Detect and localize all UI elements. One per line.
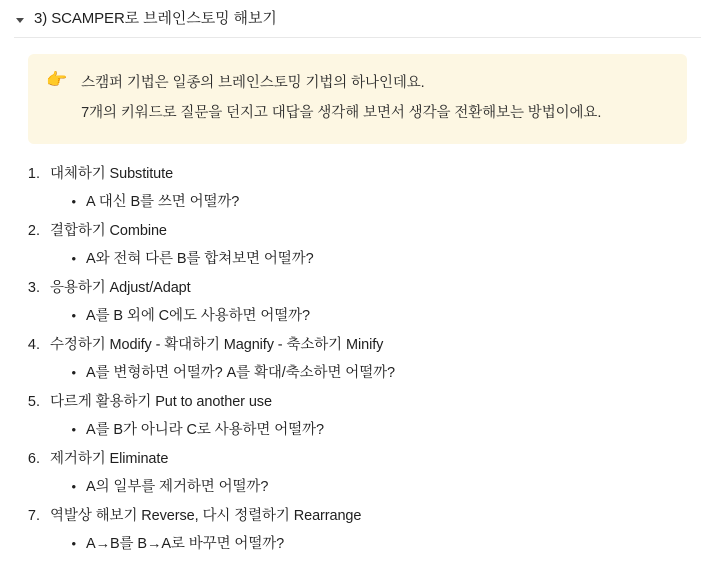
list-item-label: 결합하기 Combine — [50, 223, 167, 239]
sub-list — [14, 244, 701, 272]
sub-list-item-label: A를 B가 아니라 C로 사용하면 어떨까? — [86, 422, 324, 438]
list-item — [14, 329, 701, 386]
bullet-icon: • — [71, 479, 76, 494]
header-divider — [14, 37, 701, 38]
sub-list-item-label: A를 B 외에 C에도 사용하면 어떨까? — [86, 308, 311, 324]
scamper-list — [14, 158, 701, 557]
list-item-label: 응용하기 Adjust/Adapt — [50, 280, 191, 296]
list-item-row — [14, 443, 701, 472]
sub-list-item — [14, 244, 701, 272]
list-item-number: 5. — [27, 394, 40, 410]
sub-list-item — [14, 529, 701, 557]
sub-list — [14, 301, 701, 329]
bullet-icon: • — [71, 422, 76, 437]
sub-list — [14, 415, 701, 443]
sub-list — [14, 187, 701, 215]
sub-list-item — [14, 415, 701, 443]
pointing-hand-icon: 👉 — [46, 70, 68, 89]
list-item — [14, 215, 701, 272]
sub-list-item — [14, 301, 701, 329]
list-item-row — [14, 500, 701, 529]
callout-line: 스캠퍼 기법은 일종의 브레인스토밍 기법의 하나인데요. — [81, 75, 425, 91]
caret-down-icon[interactable] — [14, 14, 26, 26]
callout-line: 7개의 키워드로 질문을 던지고 대답을 생각해 보면서 생각을 전환해보는 방법이에요. — [81, 105, 602, 121]
sub-list-item-label: A와 전혀 다른 B를 합쳐보면 어떨까? — [86, 251, 314, 267]
list-item-number: 3. — [27, 280, 40, 296]
bullet-icon: • — [71, 251, 76, 266]
sub-list — [14, 529, 701, 557]
list-item-number: 1. — [27, 166, 40, 182]
list-item-label: 대체하기 Substitute — [50, 166, 174, 182]
sub-list-item-label: A를 변형하면 어떨까? A를 확대/축소하면 어떨까? — [86, 365, 395, 381]
sub-list — [14, 472, 701, 500]
list-item-label: 다르게 활용하기 Put to another use — [50, 394, 272, 410]
bullet-icon: • — [71, 365, 76, 380]
bullet-icon: • — [71, 194, 76, 209]
bullet-icon: • — [71, 308, 76, 323]
list-item-row — [14, 272, 701, 301]
list-item-row — [14, 215, 701, 244]
list-item-number: 2. — [27, 223, 40, 239]
sub-list-item — [14, 187, 701, 215]
sub-list-item-label: A 대신 B를 쓰면 어떨까? — [86, 194, 240, 210]
sub-list-item-label: A의 일부를 제거하면 어떨까? — [86, 479, 269, 495]
list-item — [14, 443, 701, 500]
section-header[interactable] — [14, 0, 701, 35]
list-item-number: 7. — [27, 508, 40, 524]
page-title: 3) SCAMPER로 브레인스토밍 해보기 — [34, 10, 277, 27]
sub-list-item — [14, 358, 701, 386]
callout-body — [81, 68, 669, 128]
list-item — [14, 500, 701, 557]
list-item-row — [14, 329, 701, 358]
list-item-number: 4. — [27, 337, 40, 353]
list-item-label: 수정하기 Modify - 확대하기 Magnify - 축소하기 Minify — [50, 337, 384, 353]
callout-box — [28, 54, 687, 144]
list-item-row — [14, 386, 701, 415]
bullet-icon: • — [71, 536, 76, 551]
sub-list-item — [14, 472, 701, 500]
list-item — [14, 272, 701, 329]
list-item — [14, 158, 701, 215]
list-item-label: 역발상 해보기 Reverse, 다시 정렬하기 Rearrange — [50, 508, 362, 524]
sub-list — [14, 358, 701, 386]
sub-list-item-label: A→B를 B→A로 바꾸면 어떨까? — [86, 536, 285, 552]
list-item — [14, 386, 701, 443]
list-item-label: 제거하기 Eliminate — [50, 451, 169, 467]
list-item-row — [14, 158, 701, 187]
list-item-number: 6. — [27, 451, 40, 467]
